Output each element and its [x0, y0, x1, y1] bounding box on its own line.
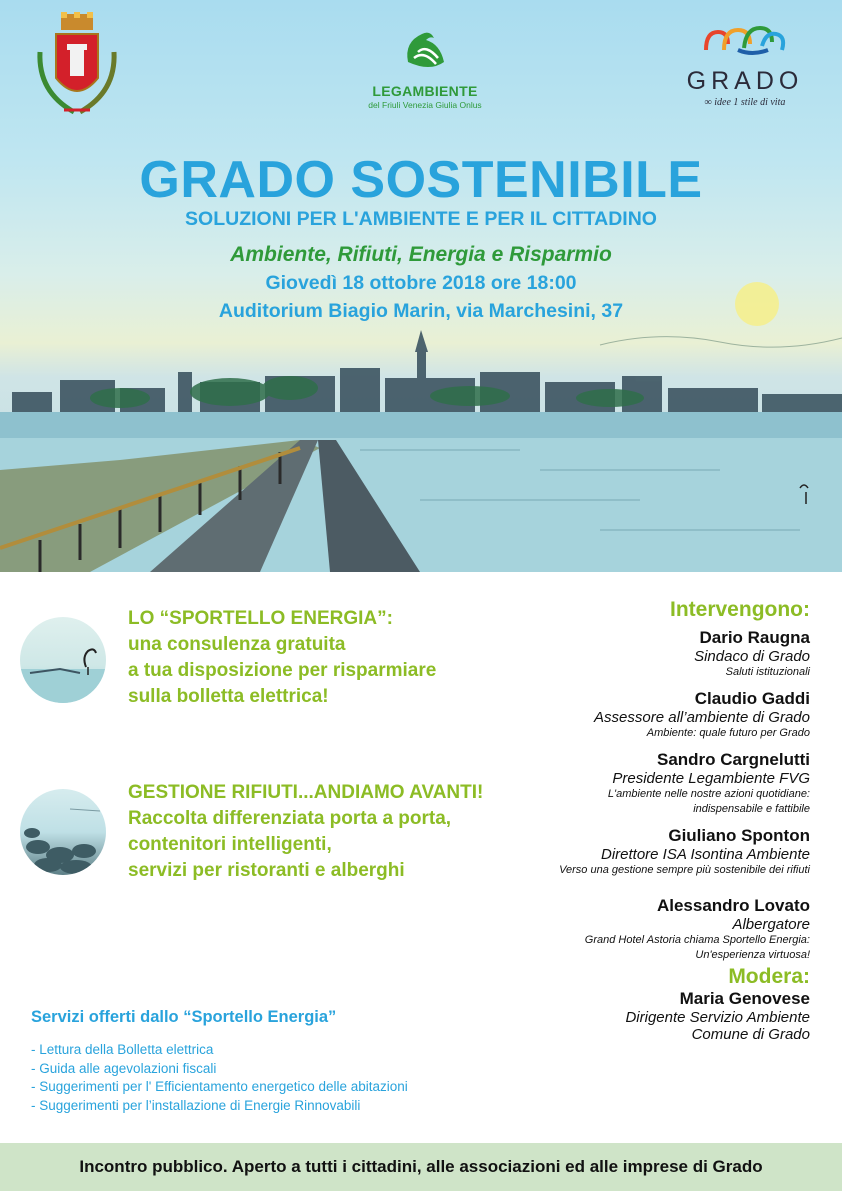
speaker-entry [340, 628, 810, 680]
rocks-illustration [20, 789, 106, 875]
event-tagline: Ambiente, Rifiuti, Energia e Risparmio [230, 243, 612, 266]
footer-banner: Incontro pubblico. Aperto a tutti i cittadini, alle associazioni ed alle imprese di Grado [0, 1143, 842, 1191]
legambiente-logo [355, 22, 495, 110]
grado-name: GRADO [686, 67, 804, 95]
rifiuti-line: GESTIONE RIFIUTI...ANDIAMO AVANTI! [128, 782, 484, 803]
grado-motto: ∞ idee 1 stile di vita [704, 97, 786, 108]
legambiente-name: LEGAMBIENTE [372, 83, 478, 99]
speaker-entry [340, 689, 810, 741]
speaker-role: Direttore ISA Isontina Ambiente [601, 846, 810, 863]
speaker-role: Albergatore [732, 916, 810, 933]
speaker-note: Ambiente: quale futuro per Grado [646, 727, 810, 739]
moderator-heading: Modera: [728, 965, 810, 988]
speaker-entry [340, 896, 810, 963]
speaker-note: Verso una gestione sempre più sostenibile dei rifiuti [559, 864, 810, 876]
sportello-line: sulla bolletta elettrica! [128, 686, 329, 707]
swan-icon [400, 22, 450, 76]
sportello-line: LO “SPORTELLO ENERGIA”: [128, 608, 393, 629]
heron-illustration [20, 617, 106, 703]
rifiuti-line: contenitori intelligenti, [128, 834, 332, 855]
service-item: - Suggerimenti per l’installazione di Energie Rinnovabili [31, 1097, 361, 1113]
speaker-name: Sandro Cargnelutti [656, 750, 810, 769]
legambiente-subtitle: del Friuli Venezia Giulia Onlus [368, 100, 482, 110]
service-item: - Guida alle agevolazioni fiscali [31, 1060, 217, 1076]
speaker-entry [340, 750, 810, 817]
speaker-note: Saluti istituzionali [725, 666, 810, 678]
event-title: GRADO SOSTENIBILE [139, 151, 703, 209]
event-date: Giovedì 18 ottobre 2018 ore 18:00 [265, 272, 577, 294]
event-subtitle: SOLUZIONI PER L'AMBIENTE E PER IL CITTADINO [185, 208, 657, 230]
speaker-name: Dario Raugna [699, 628, 810, 647]
rifiuti-line: servizi per ristoranti e alberghi [128, 860, 405, 881]
moderator-name: Maria Genovese [679, 989, 810, 1008]
hero-banner [0, 0, 842, 572]
sportello-line: a tua disposizione per risparmiare [128, 660, 437, 681]
speaker-role: Sindaco di Grado [694, 648, 810, 665]
grado-waves-icon [702, 20, 788, 60]
speaker-note: L'ambiente nelle nostre azioni quotidiane: [607, 788, 810, 800]
speakers-heading: Intervengono: [670, 598, 810, 621]
grado-brand-logo [680, 20, 810, 108]
speaker-name: Giuliano Sponton [668, 826, 810, 845]
speaker-name: Claudio Gaddi [694, 689, 810, 708]
services-title: Servizi offerti dallo “Sportello Energia” [31, 1008, 337, 1026]
speaker-note: Grand Hotel Astoria chiama Sportello Energia: [584, 934, 810, 946]
speakers-panel [340, 598, 810, 1043]
sportello-line: una consulenza gratuita [128, 634, 346, 655]
moderator-role: Comune di Grado [691, 1026, 810, 1043]
moderator-role: Dirigente Servizio Ambiente [625, 1009, 810, 1026]
speaker-role: Assessore all’ambiente di Grado [594, 709, 810, 726]
speaker-role: Presidente Legambiente FVG [612, 770, 810, 787]
service-item: - Lettura della Bolletta elettrica [31, 1042, 214, 1057]
service-item: - Suggerimenti per l' Efficientamento energetico delle abitazioni [31, 1079, 408, 1094]
speaker-note: indispensabile e fattibile [693, 803, 810, 815]
speaker-note: Un'esperienza virtuosa! [695, 949, 810, 961]
speaker-entry [340, 826, 810, 878]
grado-crest-logo [34, 12, 120, 122]
speaker-name: Alessandro Lovato [656, 896, 810, 915]
event-venue: Auditorium Biagio Marin, via Marchesini, 37 [218, 300, 624, 322]
rifiuti-line: Raccolta differenziata porta a porta, [128, 808, 452, 829]
services-list [31, 1041, 408, 1115]
